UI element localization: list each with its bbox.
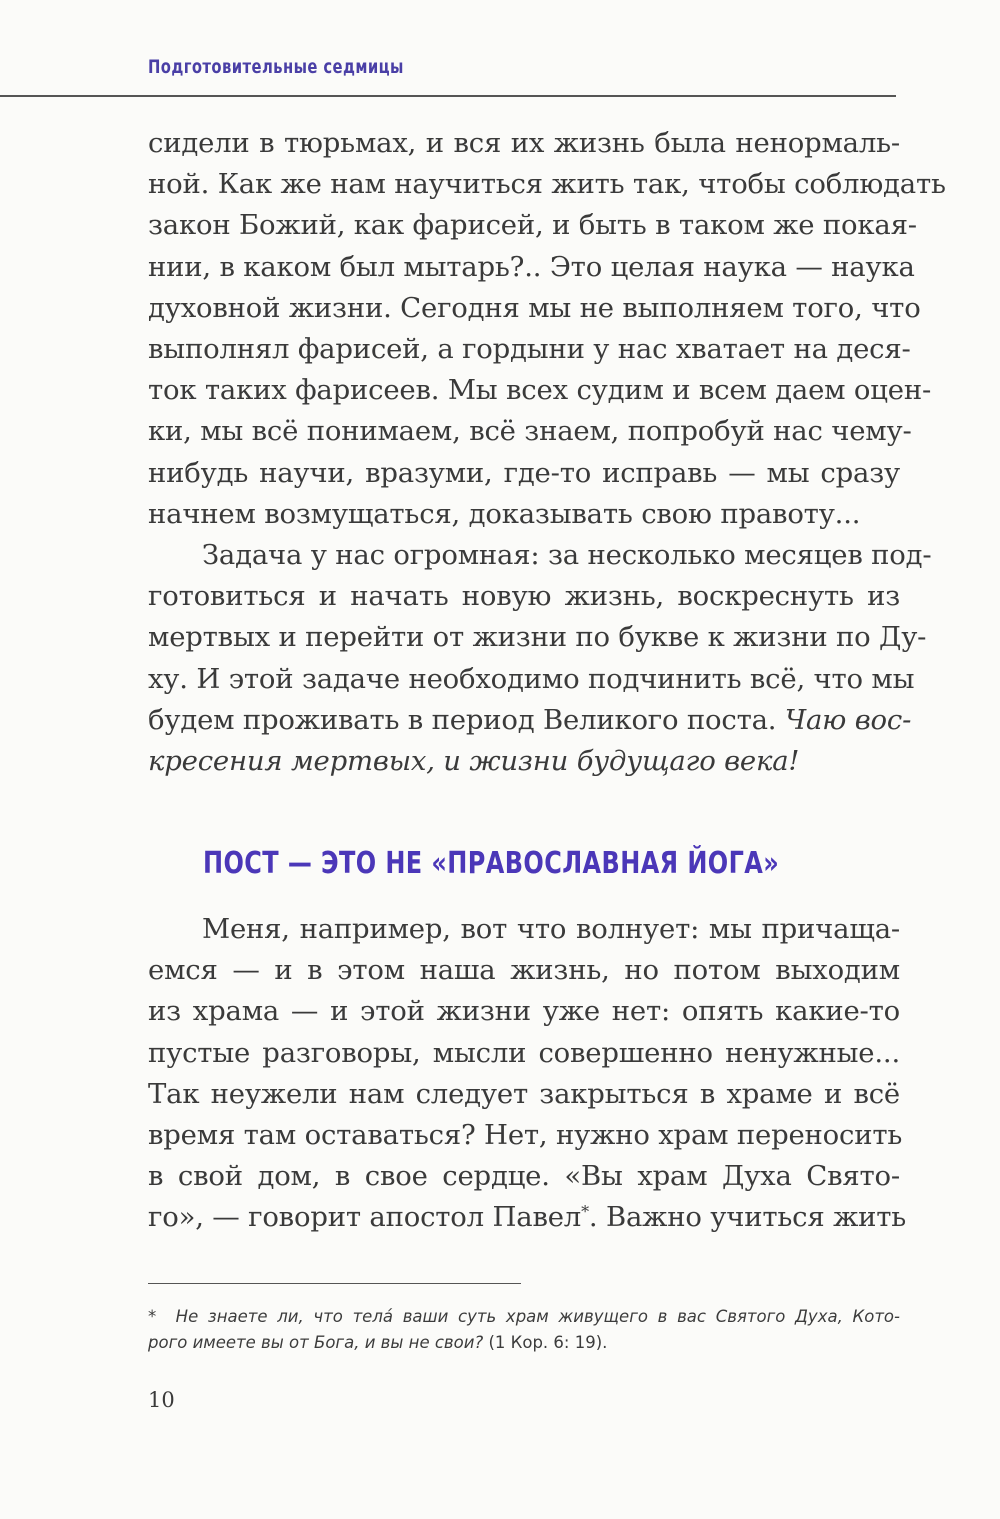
footnote-rule [148,1283,521,1284]
footnote-reference-text: (1 Кор. 6: 19). [483,1333,608,1352]
text-line: время там оставаться? Нет, нужно храм переносить [148,1118,903,1151]
text-line: ки, мы всё понимаем, всё знаем, попробуй нас чему- [148,415,912,448]
text-line: пустые разговоры, мысли совершенно ненужные... [148,1036,900,1069]
text-line: Задача у нас огромная: за несколько месяцев под- [202,539,932,571]
text-line: начнем возмущаться, доказывать свою правоту... [148,497,861,530]
text-line: духовной жизни. Сегодня мы не выполняем того, что [148,291,921,324]
text-line: из храма — и этой жизни уже нет: опять какие-то [148,995,900,1028]
text-line [148,700,912,741]
text-line: нии, в каком был мытарь?.. Это целая наука — наука [148,250,915,283]
footnote-reference[interactable]: * [581,1202,589,1222]
text-run: будем проживать в период Великого поста. [148,703,785,736]
text-line [148,1197,907,1238]
italic-quote: кресения мертвых, и жизни будущаго века! [148,744,800,777]
footnote-line [148,1304,900,1330]
text-line: ной. Как же нам научиться жить так, чтобы соблюдать [148,168,946,201]
text-run: го», — говорит апостол Павел [148,1201,582,1234]
text-line: мертвых и перейти от жизни по букве к жизни по Ду- [148,621,927,654]
text-line: ху. И этой задаче необходимо подчинить всё, что мы [148,662,915,695]
footnote-text: рого имеете вы от Бога, и вы не свои? [148,1333,484,1352]
footnote [148,1304,900,1356]
italic-quote: Чаю вос- [784,703,912,736]
text-line: емся — и в этом наша жизнь, но потом выходим [148,954,900,987]
text-line: в свой дом, в свое сердце. «Вы храм Духа Свято- [148,1160,900,1193]
running-head: Подготовительные седмицы [148,56,404,78]
text-line: ток таких фарисеев. Мы всех судим и всем даем оцен- [148,374,932,407]
text-line: Так неужели нам следует закрыться в храме и всё [148,1077,900,1110]
paragraph-3 [148,909,907,1239]
text-line: закон Божий, как фарисей, и быть в таком же покая- [148,209,917,242]
section-heading: ПОСТ — ЭТО НЕ «ПРАВОСЛАВНАЯ ЙОГА» [203,846,780,881]
footnote-line [148,1330,900,1356]
footnote-text: Не знаете ли, что телá ваши суть храм живущего в вас Святого Духа, Кото- [175,1307,900,1326]
text-run: . Важно учиться жить [588,1201,907,1234]
page-number: 10 [148,1388,175,1412]
footnote-mark: * [148,1307,157,1326]
paragraph-2 [148,535,932,782]
paragraph-1 [148,123,946,535]
text-line: нибудь научи, вразуми, где-то исправь — мы сразу [148,456,900,489]
text-line: готовиться и начать новую жизнь, воскреснуть из [148,580,900,613]
text-line: Меня, например, вот что волнует: мы причаща- [202,913,900,945]
text-line: выполнял фарисей, а гордыни у нас хватает на деся- [148,332,911,365]
header-rule [0,95,896,97]
text-line: сидели в тюрьмах, и вся их жизнь была ненормаль- [148,127,900,159]
